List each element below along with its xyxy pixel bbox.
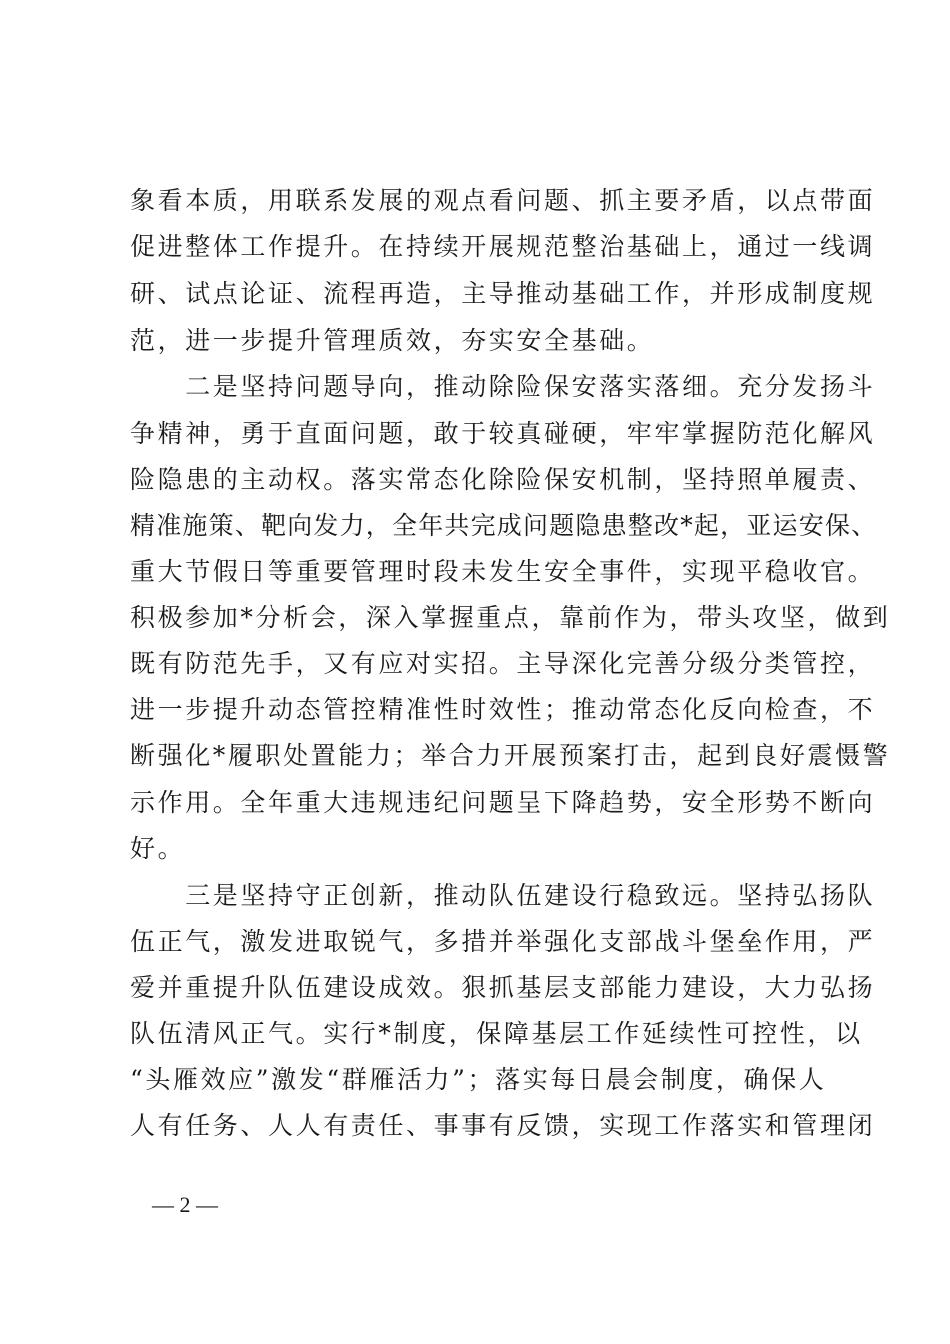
text-line: 争精神，勇于直面问题，敢于较真碰硬，牢牢掌握防范化解风 — [130, 419, 876, 448]
text-line: 二是坚持问题导向，推动除险保安落实落细。充分发扬斗 — [130, 372, 876, 401]
text-line: 人有任务、人人有责任、事事有反馈，实现工作落实和管理闭 — [130, 1111, 876, 1140]
text-line: 重大节假日等重要管理时段未发生安全事件，实现平稳收官。 — [130, 557, 876, 586]
text-line: 险隐患的主动权。落实常态化除险保安机制，坚持照单履责、 — [130, 465, 876, 494]
text-line: 爱并重提升队伍建设成效。狠抓基层支部能力建设，大力弘扬 — [130, 973, 876, 1002]
text-line: 示作用。全年重大违规违纪问题呈下降趋势，安全形势不断向 — [130, 788, 876, 817]
text-line: 断强化*履职处置能力；举合力开展预案打击，起到良好震慑警 — [130, 741, 891, 770]
text-line: 伍正气，激发进取锐气，多措并举强化支部战斗堡垒作用，严 — [130, 927, 876, 956]
page-number: — 2 — — [152, 1192, 218, 1217]
text-line: “头雁效应”激发“群雁活力”；落实每日晨会制度，确保人 — [130, 1065, 827, 1094]
text-line: 范，进一步提升管理质效，夯实安全基础。 — [130, 326, 655, 355]
text-line: 队伍清风正气。实行*制度，保障基层工作延续性可控性，以 — [130, 1019, 863, 1048]
text-line: 象看本质，用联系发展的观点看问题、抓主要矛盾，以点带面 — [130, 186, 876, 215]
text-line: 促进整体工作提升。在持续开展规范整治基础上，通过一线调 — [130, 232, 876, 261]
text-line: 研、试点论证、流程再造，主导推动基础工作，并形成制度规 — [130, 279, 876, 308]
text-line: 积极参加*分析会，深入掌握重点，靠前作为，带头攻坚，做到 — [130, 603, 891, 632]
text-line: 好。 — [130, 834, 186, 863]
text-line: 精准施策、靶向发力，全年共完成问题隐患整改*起，亚运安保、 — [130, 511, 878, 540]
text-line: 进一步提升动态管控精准性时效性；推动常态化反向检查，不 — [130, 695, 876, 724]
text-line: 既有防范先手，又有应对实招。主导深化完善分级分类管控， — [130, 649, 876, 678]
text-line: 三是坚持守正创新，推动队伍建设行稳致远。坚持弘扬队 — [130, 881, 876, 910]
